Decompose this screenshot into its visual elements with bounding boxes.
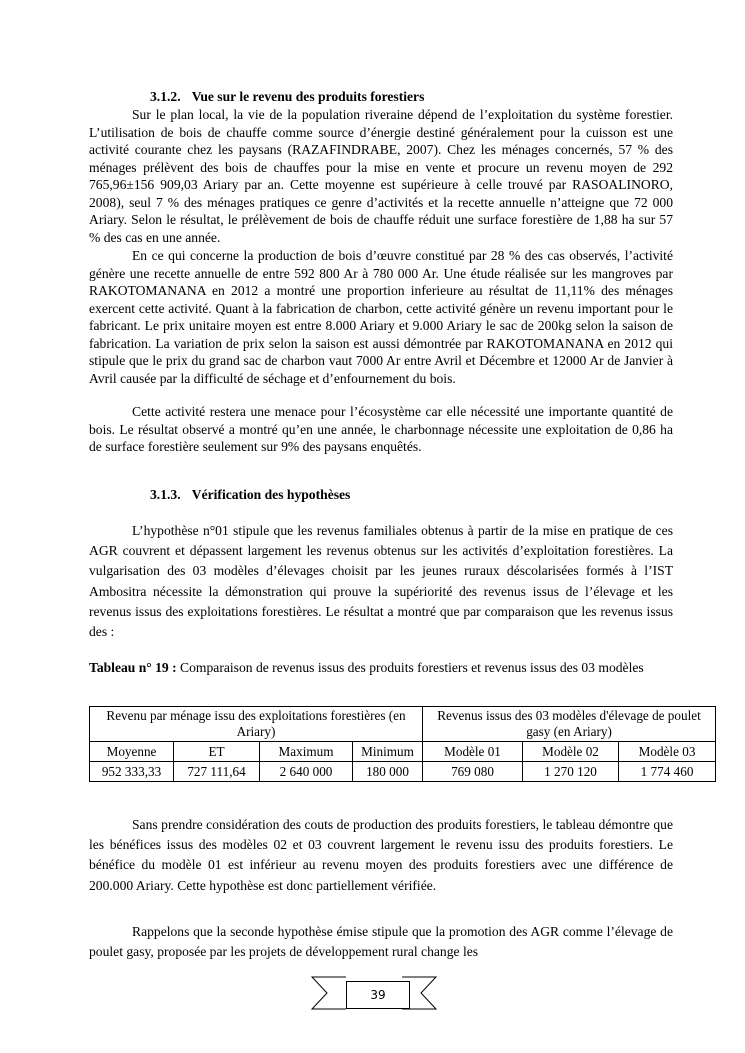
column-header: Maximum xyxy=(260,742,353,762)
section-number: 3.1.3. xyxy=(150,487,181,502)
table-caption xyxy=(89,659,709,676)
paragraph-firewood: Sur le plan local, la vie de la population riveraine dépend de l’exploitation du système forestier. L’utilisation de bois de chauffe comme source d’énergie destiné généralement pour la cuisson est une activité courante chez les paysans (RAZAFINDRABE, 2007). Chez les ménages concernés, 57 % des ménages prélèvent des bois de chauffes pour la mise en vente et procure un revenu moyen de 292 765,96±156 909,03 Ariary par an. Cette moyenne est supérieure à celle trouvé par RASOALINORO, 2008), seul 7 % des ménages pratiques ce genre d’activités et la recette annuelle n’atteigne que 72 000 Ariary. Selon le résultat, le prélèvement de bois de chauffe réduit une surface forestière de 1,88 ha sur 57 % des cas en une année. xyxy=(89,107,673,245)
section-title: Vérification des hypothèses xyxy=(191,487,351,502)
table-cell: 1 270 120 xyxy=(523,762,619,782)
paragraph-ecosystem-threat: Cette activité restera une menace pour l’écosystème car elle nécessité une importante quantité de bois. Le résultat observé a montré qu’en une année, le charbonnage nécessite une exploitation de 0,86 ha de surface forestière seulement sur 9% des paysans enquêtés. xyxy=(89,404,673,454)
column-header: Moyenne xyxy=(90,742,174,762)
section-title: Vue sur le revenu des produits forestiers xyxy=(191,89,425,104)
section-heading-3-1-2 xyxy=(150,89,424,105)
table-caption-label: Tableau n° 19 : xyxy=(89,660,177,675)
paragraph-table-discussion: Sans prendre considération des couts de production des produits forestiers, le tableau démontre que les bénéfices issus des modèles 02 et 03 couvrent largement le revenu issu des produits forestiers. Le bénéfice du modèle 01 est inférieur au revenu moyen des produits forestiers avec une différence de 200.000 Ariary. Cette hypothèse est donc partiellement vérifiée. xyxy=(89,817,673,893)
table-cell: 1 774 460 xyxy=(619,762,716,782)
paragraph-timber-charcoal: En ce qui concerne la production de bois d’œuvre constitué par 28 % des cas observés, l’activité génère une recette annuelle de entre 592 800 Ar à 780 000 Ar. Une étude réalisée sur les mangroves par RAKOTOMANANA en 2012 a montré une proportion inferieure au résultat de 11,11% des ménages exercent cette activité. Quant à la fabrication de charbon, cette activité génère un revenu important pour le fabricant. Le prix unitaire moyen est entre 8.000 Ariary et 9.000 Ariary le sac de 200kg selon la saison de fabrication. La variation de prix selon la saison est aussi démontrée par RAKOTOMANANA en 2012 qui stipule que le prix du grand sac de charbon vaut 7000 Ar entre Avril et Décembre et 12000 Ar de Janvier à Avril causée par la difficulté de séchage et d’enfournement du bois. xyxy=(89,248,673,386)
page-number-ribbon xyxy=(309,972,439,1014)
table-cell: 769 080 xyxy=(423,762,523,782)
column-header: Modèle 03 xyxy=(619,742,716,762)
page-number: 39 xyxy=(346,981,410,1009)
group-header-models: Revenus issus des 03 modèles d'élevage de poulet gasy (en Ariary) xyxy=(423,707,716,742)
section-number: 3.1.2. xyxy=(150,89,181,104)
column-header: ET xyxy=(174,742,260,762)
section-heading-3-1-3 xyxy=(150,487,350,503)
group-header-forest: Revenu par ménage issu des exploitations forestières (en Ariary) xyxy=(90,707,423,742)
table-caption-text: Comparaison de revenus issus des produits forestiers et revenus issus des 03 modèles xyxy=(176,660,644,675)
paragraph-hypothesis-2: Rappelons que la seconde hypothèse émise stipule que la promotion des AGR comme l’élevage de poulet gasy, proposée par les projets de développement rural change les xyxy=(89,924,673,960)
table-cell: 727 111,64 xyxy=(174,762,260,782)
table-row xyxy=(90,762,716,782)
table-group-header-row xyxy=(90,707,716,742)
column-header: Minimum xyxy=(353,742,423,762)
table-column-header-row xyxy=(90,742,716,762)
table-cell: 952 333,33 xyxy=(90,762,174,782)
paragraph-hypothesis-1: L’hypothèse n°01 stipule que les revenus familiales obtenus à partir de la mise en pratique de ces AGR couvrent et dépassent largement les revenus obtenus sur les activités d’exploitation forestières. La vulgarisation des 03 modèles d’élevages choisit par les jeunes ruraux déscolarisées formés à l’IST Ambositra nécessite la démonstration qui prouve la supériorité des revenus issus de l’élevage et les revenus issus des exploitations forestières. Le résultat a montré que par comparaison que les revenus issus des : xyxy=(89,523,673,640)
column-header: Modèle 02 xyxy=(523,742,619,762)
column-header: Modèle 01 xyxy=(423,742,523,762)
comparison-table xyxy=(89,706,716,782)
table-cell: 180 000 xyxy=(353,762,423,782)
table-cell: 2 640 000 xyxy=(260,762,353,782)
